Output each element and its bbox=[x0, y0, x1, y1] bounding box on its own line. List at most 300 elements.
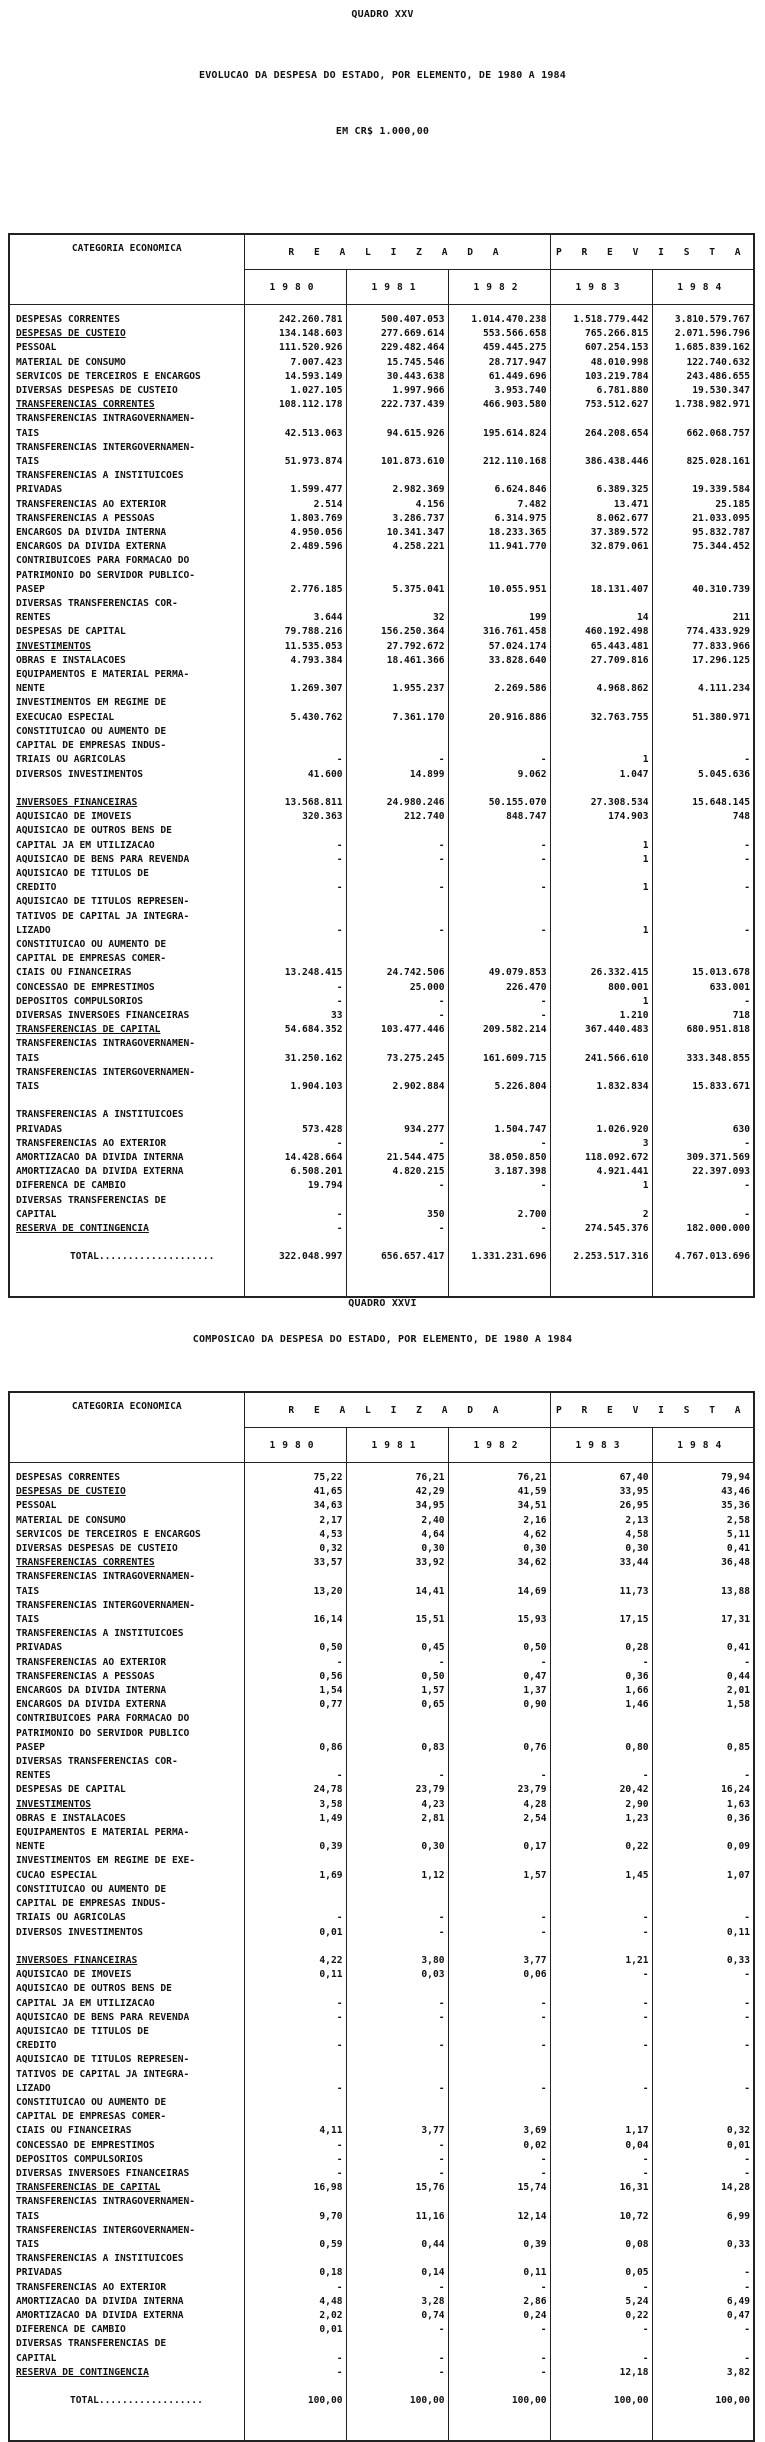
cell-value: 0,45 bbox=[346, 1641, 448, 1655]
cell-value: 1.026.920 bbox=[550, 1123, 652, 1137]
cell-value: - bbox=[346, 1769, 448, 1783]
q25-title: EVOLUCAO DA DESPESA DO ESTADO, POR ELEMENTO, DE 1980 A 1984 bbox=[198, 70, 566, 81]
cell-value: 0,83 bbox=[346, 1741, 448, 1755]
table-row bbox=[9, 895, 754, 909]
row-label-text: TRANSFERENCIAS INTERGOVERNAMEN- bbox=[16, 1599, 196, 1611]
row-label-text: RENTES bbox=[16, 612, 51, 624]
cell-value bbox=[550, 696, 652, 710]
row-label bbox=[9, 1826, 244, 1840]
cell-value bbox=[550, 569, 652, 583]
cell-value bbox=[652, 441, 754, 455]
cell-value: 4.968.862 bbox=[550, 682, 652, 696]
cell-value: - bbox=[550, 1968, 652, 1982]
cell-value: - bbox=[652, 2167, 754, 2181]
cell-value: 3.810.579.767 bbox=[652, 305, 754, 328]
cell-value: 41,59 bbox=[448, 1485, 550, 1499]
row-label bbox=[9, 1222, 244, 1236]
cell-value bbox=[346, 2068, 448, 2082]
row-label-text: DIVERSAS TRANSFERENCIAS COR- bbox=[16, 598, 178, 610]
cell-value: - bbox=[448, 1009, 550, 1023]
cell-value: 15,74 bbox=[448, 2181, 550, 2195]
cell-value: 0,11 bbox=[652, 1926, 754, 1940]
cell-value: 65.443.481 bbox=[550, 640, 652, 654]
table-row bbox=[9, 2224, 754, 2238]
table-row bbox=[9, 1783, 754, 1797]
cell-value: - bbox=[346, 2082, 448, 2096]
cell-value: 1 bbox=[550, 753, 652, 767]
cell-value: 0,41 bbox=[652, 1542, 754, 1556]
table-row bbox=[9, 1812, 754, 1826]
row-label-text: DIVERSAS DESPESAS DE CUSTEIO bbox=[16, 1543, 178, 1555]
cell-value: 2,17 bbox=[244, 1514, 346, 1528]
table-row bbox=[9, 1066, 754, 1080]
cell-value: 54.684.352 bbox=[244, 1023, 346, 1037]
table-row bbox=[9, 554, 754, 568]
row-label bbox=[9, 1613, 244, 1627]
cell-value: 13.248.415 bbox=[244, 966, 346, 980]
cell-value: 10.055.951 bbox=[448, 583, 550, 597]
table-row bbox=[9, 2309, 754, 2323]
cell-value bbox=[652, 2195, 754, 2209]
cell-value: 25.185 bbox=[652, 498, 754, 512]
table-row bbox=[9, 2295, 754, 2309]
row-label bbox=[9, 2082, 244, 2096]
cell-value bbox=[652, 2252, 754, 2266]
cell-value: - bbox=[448, 2082, 550, 2096]
cell-value bbox=[652, 2224, 754, 2238]
cell-value bbox=[550, 2195, 652, 2209]
row-label-text: AQUISICAO DE BENS PARA REVENDA bbox=[16, 2011, 190, 2023]
cell-value: 1.685.839.162 bbox=[652, 341, 754, 355]
cell-value: 34,62 bbox=[448, 1556, 550, 1570]
cell-value: - bbox=[244, 924, 346, 938]
row-label-text: AQUISICAO DE IMOVEIS bbox=[16, 811, 132, 823]
cell-value: 11,16 bbox=[346, 2210, 448, 2224]
row-label bbox=[9, 1009, 244, 1023]
cell-value: - bbox=[448, 1656, 550, 1670]
cell-value bbox=[346, 1108, 448, 1122]
cell-value: - bbox=[244, 1769, 346, 1783]
cell-value: - bbox=[346, 2167, 448, 2181]
cell-value: - bbox=[244, 995, 346, 1009]
cell-value: 32.763.755 bbox=[550, 711, 652, 725]
row-label-text: ENCARGOS DA DIVIDA EXTERNA bbox=[16, 1699, 167, 1711]
cell-value bbox=[346, 1897, 448, 1911]
cell-value bbox=[346, 1982, 448, 1996]
cell-value: 42.513.063 bbox=[244, 427, 346, 441]
cell-value: - bbox=[346, 881, 448, 895]
cell-value bbox=[346, 952, 448, 966]
cell-value bbox=[550, 1194, 652, 1208]
row-label bbox=[9, 526, 244, 540]
cell-value bbox=[244, 2110, 346, 2124]
q25-table bbox=[8, 233, 755, 1298]
row-label bbox=[9, 1840, 244, 1854]
row-label-text: PASEP bbox=[16, 583, 45, 595]
cell-value: - bbox=[346, 839, 448, 853]
row-label-text: TAIS bbox=[16, 427, 40, 439]
row-label-text: CAPITAL JA EM UTILIZACAO bbox=[16, 1997, 155, 2009]
cell-value bbox=[244, 469, 346, 483]
cell-value: - bbox=[448, 881, 550, 895]
table-row bbox=[9, 966, 754, 980]
cell-value: - bbox=[448, 753, 550, 767]
row-label-text: CIAIS OU FINANCEIRAS bbox=[16, 2125, 132, 2137]
cell-value bbox=[244, 725, 346, 739]
row-label-text: TRANSFERENCIAS A INSTITUICOES bbox=[16, 2253, 184, 2265]
cell-value bbox=[244, 2053, 346, 2067]
row-label-text: EQUIPAMENTOS E MATERIAL PERMA- bbox=[16, 1827, 190, 1839]
row-label bbox=[9, 1066, 244, 1080]
cell-value: - bbox=[652, 924, 754, 938]
cell-value: 0,44 bbox=[652, 1670, 754, 1684]
table-row bbox=[9, 867, 754, 881]
cell-value bbox=[448, 469, 550, 483]
row-label-text: AQUISICAO DE OUTROS BENS DE bbox=[16, 825, 172, 837]
cell-value bbox=[244, 952, 346, 966]
cell-value bbox=[550, 952, 652, 966]
row-label bbox=[9, 824, 244, 838]
row-label-text: DIVERSAS TRANSFERENCIAS DE bbox=[16, 2338, 167, 2350]
total-value: 322.048.997 bbox=[244, 1236, 346, 1278]
cell-value: - bbox=[244, 881, 346, 895]
cell-value: - bbox=[448, 1179, 550, 1193]
cell-value bbox=[448, 938, 550, 952]
row-label-text: LIZADO bbox=[16, 924, 51, 936]
cell-value: 0,41 bbox=[652, 1641, 754, 1655]
cell-value: 17,31 bbox=[652, 1613, 754, 1627]
cell-value bbox=[550, 2096, 652, 2110]
row-label bbox=[9, 441, 244, 455]
table-row bbox=[9, 2366, 754, 2380]
cell-value bbox=[448, 1066, 550, 1080]
cell-value: - bbox=[244, 2366, 346, 2380]
row-label bbox=[9, 1194, 244, 1208]
row-label bbox=[9, 540, 244, 554]
row-label bbox=[9, 2011, 244, 2025]
cell-value: 35,36 bbox=[652, 1499, 754, 1513]
cell-value: 573.428 bbox=[244, 1123, 346, 1137]
cell-value: 1.518.779.442 bbox=[550, 305, 652, 328]
cell-value: - bbox=[448, 924, 550, 938]
table-row bbox=[9, 2039, 754, 2053]
cell-value: - bbox=[346, 2011, 448, 2025]
table-row bbox=[9, 1052, 754, 1066]
cell-value: - bbox=[550, 2153, 652, 2167]
cell-value bbox=[652, 739, 754, 753]
cell-value bbox=[550, 2252, 652, 2266]
table-row bbox=[9, 824, 754, 838]
table-row bbox=[9, 1798, 754, 1812]
cell-value: 27.308.534 bbox=[550, 796, 652, 810]
cell-value: 26.332.415 bbox=[550, 966, 652, 980]
cell-value: - bbox=[346, 2352, 448, 2366]
cell-value bbox=[244, 412, 346, 426]
row-label-text: TRANSFERENCIAS CORRENTES bbox=[16, 399, 155, 411]
cell-value: 1.803.769 bbox=[244, 512, 346, 526]
cell-value: 0,30 bbox=[346, 1542, 448, 1556]
cell-value: 0,32 bbox=[652, 2124, 754, 2138]
cell-value: 15.648.145 bbox=[652, 796, 754, 810]
row-label bbox=[9, 356, 244, 370]
cell-value: 0,06 bbox=[448, 1968, 550, 1982]
cell-value bbox=[244, 1727, 346, 1741]
row-label-text: CREDITO bbox=[16, 882, 57, 894]
table-row bbox=[9, 2323, 754, 2337]
cell-value: - bbox=[652, 853, 754, 867]
row-label-text: TRANSFERENCIAS AO EXTERIOR bbox=[16, 498, 167, 510]
cell-value bbox=[244, 824, 346, 838]
cell-value: 2,13 bbox=[550, 1514, 652, 1528]
cell-value: 4.921.441 bbox=[550, 1165, 652, 1179]
row-label bbox=[9, 924, 244, 938]
row-label-text: AMORTIZACAO DA DIVIDA INTERNA bbox=[16, 2295, 184, 2307]
cell-value: 1,63 bbox=[652, 1798, 754, 1812]
row-label bbox=[9, 1798, 244, 1812]
cell-value: 42,29 bbox=[346, 1485, 448, 1499]
cell-value bbox=[652, 1826, 754, 1840]
cell-value: - bbox=[550, 1911, 652, 1925]
row-label-text: DIVERSAS TRANSFERENCIAS COR- bbox=[16, 1756, 178, 1768]
table-row bbox=[9, 1869, 754, 1883]
table-row bbox=[9, 1528, 754, 1542]
row-label-text: AQUISICAO DE BENS PARA REVENDA bbox=[16, 853, 190, 865]
table-row bbox=[9, 1613, 754, 1627]
row-label bbox=[9, 895, 244, 909]
row-label bbox=[9, 938, 244, 952]
cell-value bbox=[448, 1094, 550, 1108]
row-label-text: CUCAO ESPECIAL bbox=[16, 1869, 97, 1881]
cell-value: - bbox=[550, 1926, 652, 1940]
row-label-text: CONTRIBUICOES PARA FORMACAO DO bbox=[16, 1713, 190, 1725]
row-label-text: CAPITAL JA EM UTILIZACAO bbox=[16, 839, 155, 851]
cell-value bbox=[244, 739, 346, 753]
cell-value: 3,28 bbox=[346, 2295, 448, 2309]
row-label-text: RESERVA DE CONTINGENCIA bbox=[16, 2366, 149, 2378]
cell-value: - bbox=[550, 2323, 652, 2337]
cell-value: 24.742.506 bbox=[346, 966, 448, 980]
row-label bbox=[9, 867, 244, 881]
row-label-text: TRANSFERENCIAS CORRENTES bbox=[16, 1557, 155, 1569]
row-label-text: AQUISICAO DE TITULOS DE bbox=[16, 867, 149, 879]
table-row bbox=[9, 1499, 754, 1513]
cell-value bbox=[244, 1854, 346, 1868]
row-label-text: DIVERSAS INVERSOES FINANCEIRAS bbox=[16, 2167, 190, 2179]
row-label-text: PESSOAL bbox=[16, 1500, 57, 1512]
cell-value bbox=[652, 1755, 754, 1769]
row-label bbox=[9, 725, 244, 739]
table-row bbox=[9, 1826, 754, 1840]
cell-value: - bbox=[346, 853, 448, 867]
cell-value: 33,44 bbox=[550, 1556, 652, 1570]
row-label-text: TRANSFERENCIAS INTRAGOVERNAMEN- bbox=[16, 413, 196, 425]
table-row bbox=[9, 668, 754, 682]
row-label-text: DESPESAS CORRENTES bbox=[16, 1472, 120, 1483]
cell-value: 79.788.216 bbox=[244, 625, 346, 639]
row-label-text: CAPITAL bbox=[16, 2352, 57, 2364]
row-label bbox=[9, 1179, 244, 1193]
row-label-text: PRIVADAS bbox=[16, 1123, 63, 1135]
cell-value: 553.566.658 bbox=[448, 327, 550, 341]
cell-value bbox=[550, 782, 652, 796]
cell-value bbox=[244, 2096, 346, 2110]
row-label-text: TATIVOS DE CAPITAL JA INTEGRA- bbox=[16, 2068, 190, 2080]
cell-value: 118.092.672 bbox=[550, 1151, 652, 1165]
cell-value: - bbox=[652, 2323, 754, 2337]
table-row bbox=[9, 412, 754, 426]
empty-cell bbox=[550, 2422, 652, 2441]
cell-value: 27.709.816 bbox=[550, 654, 652, 668]
cell-value: - bbox=[346, 2153, 448, 2167]
cell-value bbox=[550, 412, 652, 426]
cell-value: 680.951.818 bbox=[652, 1023, 754, 1037]
cell-value: 13,20 bbox=[244, 1585, 346, 1599]
cell-value bbox=[346, 2053, 448, 2067]
row-label bbox=[9, 1883, 244, 1897]
cell-value: - bbox=[346, 1911, 448, 1925]
row-label bbox=[9, 1123, 244, 1137]
cell-value bbox=[550, 1854, 652, 1868]
cell-value: - bbox=[346, 2366, 448, 2380]
table-row bbox=[9, 1514, 754, 1528]
cell-value: - bbox=[550, 2167, 652, 2181]
row-label bbox=[9, 981, 244, 995]
cell-value bbox=[550, 1727, 652, 1741]
row-label-text: PRIVADAS bbox=[16, 1642, 63, 1654]
cell-value: 4,58 bbox=[550, 1528, 652, 1542]
row-label-text: TRIAIS OU AGRICOLAS bbox=[16, 754, 126, 766]
cell-value: 0,39 bbox=[244, 1840, 346, 1854]
cell-value bbox=[550, 1826, 652, 1840]
cell-value: 222.737.439 bbox=[346, 398, 448, 412]
cell-value bbox=[652, 895, 754, 909]
table-row bbox=[9, 2266, 754, 2280]
cell-value: 111.520.926 bbox=[244, 341, 346, 355]
cell-value: - bbox=[448, 1926, 550, 1940]
cell-value: 309.371.569 bbox=[652, 1151, 754, 1165]
row-label bbox=[9, 2195, 244, 2209]
cell-value: 4,48 bbox=[244, 2295, 346, 2309]
table-row bbox=[9, 2252, 754, 2266]
cell-value bbox=[448, 1108, 550, 1122]
cell-value bbox=[346, 1727, 448, 1741]
cell-value: 79,94 bbox=[652, 1463, 754, 1486]
table-row bbox=[9, 2082, 754, 2096]
table-row bbox=[9, 305, 754, 328]
cell-value: 6.314.975 bbox=[448, 512, 550, 526]
cell-value bbox=[346, 824, 448, 838]
row-label bbox=[9, 1542, 244, 1556]
table-row bbox=[9, 2281, 754, 2295]
cell-value bbox=[448, 1940, 550, 1954]
cell-value: 3,58 bbox=[244, 1798, 346, 1812]
cell-value bbox=[652, 1627, 754, 1641]
cell-value: 0,03 bbox=[346, 1968, 448, 1982]
table-row bbox=[9, 2139, 754, 2153]
cell-value: 0,59 bbox=[244, 2238, 346, 2252]
cell-value: 108.112.178 bbox=[244, 398, 346, 412]
row-label bbox=[9, 1755, 244, 1769]
cell-value bbox=[346, 441, 448, 455]
row-label bbox=[9, 881, 244, 895]
cell-value: 3.286.737 bbox=[346, 512, 448, 526]
row-label-text: AMORTIZACAO DA DIVIDA INTERNA bbox=[16, 1151, 184, 1163]
table-row bbox=[9, 1151, 754, 1165]
cell-value: 2.514 bbox=[244, 498, 346, 512]
row-label-text: CONSTITUICAO OU AUMENTO DE bbox=[16, 2096, 167, 2108]
cell-value: 18.233.365 bbox=[448, 526, 550, 540]
cell-value bbox=[448, 2068, 550, 2082]
cell-value: - bbox=[346, 753, 448, 767]
cell-value bbox=[448, 1599, 550, 1613]
cell-value: 37.389.572 bbox=[550, 526, 652, 540]
table-row bbox=[9, 1911, 754, 1925]
total-label: TOTAL.................. bbox=[9, 2380, 244, 2422]
cell-value: 3,82 bbox=[652, 2366, 754, 2380]
row-label bbox=[9, 1997, 244, 2011]
cell-value: - bbox=[244, 981, 346, 995]
q25-body bbox=[9, 305, 754, 1298]
row-label-text: ENCARGOS DA DIVIDA INTERNA bbox=[16, 1685, 167, 1697]
table-row bbox=[9, 1208, 754, 1222]
row-label-text: DESPESAS DE CUSTEIO bbox=[16, 1486, 126, 1498]
cell-value: - bbox=[448, 1222, 550, 1236]
row-label bbox=[9, 625, 244, 639]
cell-value bbox=[244, 1108, 346, 1122]
row-label bbox=[9, 1982, 244, 1996]
cell-value bbox=[550, 910, 652, 924]
cell-value bbox=[448, 1037, 550, 1051]
row-label-text: TRANSFERENCIAS A PESSOAS bbox=[16, 512, 155, 524]
cell-value bbox=[244, 554, 346, 568]
row-label-text: TAIS bbox=[16, 1052, 40, 1064]
empty-cell bbox=[652, 2422, 754, 2441]
cell-value: - bbox=[244, 1997, 346, 2011]
cell-value: - bbox=[244, 1222, 346, 1236]
row-label bbox=[9, 498, 244, 512]
cell-value: 367.440.483 bbox=[550, 1023, 652, 1037]
cell-value: - bbox=[448, 2167, 550, 2181]
cell-value: 0,36 bbox=[550, 1670, 652, 1684]
table-row bbox=[9, 526, 754, 540]
cell-value: 2.269.586 bbox=[448, 682, 550, 696]
cell-value bbox=[550, 824, 652, 838]
cell-value: 0,01 bbox=[244, 2323, 346, 2337]
row-label-text: AQUISICAO DE OUTROS BENS DE bbox=[16, 1983, 172, 1995]
table-row bbox=[9, 1627, 754, 1641]
cell-value: 1,58 bbox=[652, 1698, 754, 1712]
cell-value: 4,28 bbox=[448, 1798, 550, 1812]
cell-value: 6.781.880 bbox=[550, 384, 652, 398]
table-row bbox=[9, 569, 754, 583]
row-label bbox=[9, 1514, 244, 1528]
row-label-text: DESPESAS DE CAPITAL bbox=[16, 626, 126, 638]
cell-value: 0,11 bbox=[244, 1968, 346, 1982]
cell-value: - bbox=[244, 2139, 346, 2153]
table-row bbox=[9, 625, 754, 639]
cell-value bbox=[652, 569, 754, 583]
row-label-text: CONSTITUICAO OU AUMENTO DE bbox=[16, 938, 167, 950]
cell-value bbox=[448, 597, 550, 611]
cell-value bbox=[652, 696, 754, 710]
realizada-header: R E A L I Z A D A bbox=[244, 1392, 550, 1428]
cell-value bbox=[652, 1108, 754, 1122]
table-row bbox=[9, 327, 754, 341]
cell-value: 0,90 bbox=[448, 1698, 550, 1712]
cell-value bbox=[244, 1826, 346, 1840]
empty-cell bbox=[244, 1278, 346, 1297]
cell-value: 3.187.398 bbox=[448, 1165, 550, 1179]
